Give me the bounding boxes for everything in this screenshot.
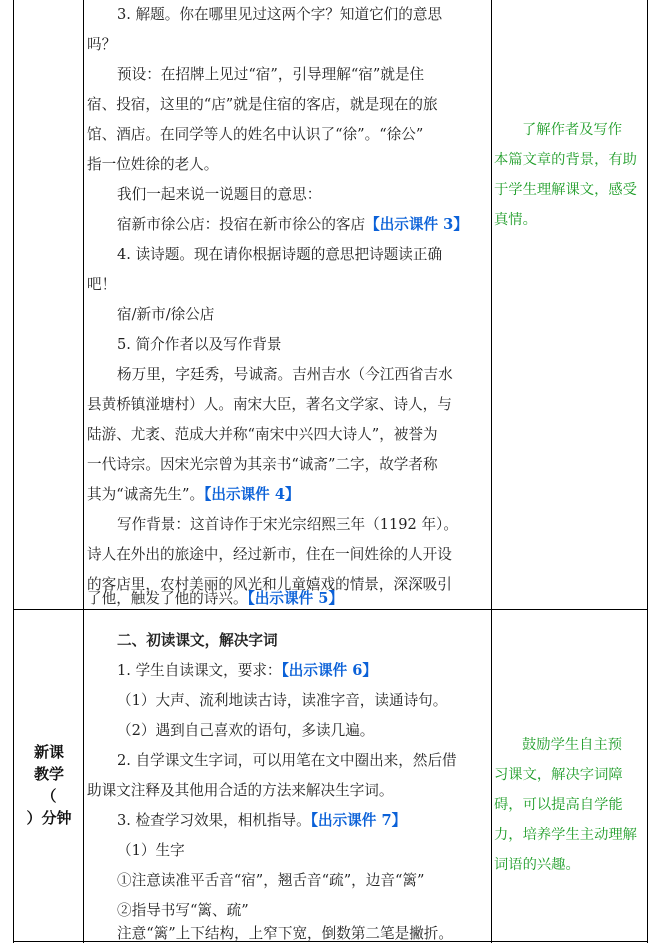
text-line: 诗人在外出的旅途中，经过新市，住在一间姓徐的人开设 [87, 546, 452, 563]
text-line: 馆、酒店。在同学等人的姓名中认识了“徐”。“徐公” [87, 126, 424, 143]
courseware-tag: 【出示课件 7】 [310, 812, 407, 829]
text-line: 我们一起来说一说题目的意思： [117, 186, 322, 203]
column-divider-1 [83, 0, 84, 943]
text-line: ②指导书写“篱、疏” [117, 902, 249, 919]
text-line: （1）生字 [117, 842, 185, 859]
text-line: （1）大声、流利地读古诗，读准字音，读通诗句。 [117, 692, 448, 709]
section-heading: 二、初读课文，解决字词 [117, 632, 278, 649]
text-line: ①注意读准平舌音“宿”，翘舌音“疏”，边音“篱” [117, 872, 425, 889]
note-line: 了解作者及写作 [522, 122, 623, 138]
design-note [494, 730, 646, 880]
note-line: 于学生理解课文，感受 [494, 182, 637, 198]
text-line: 3. 解题。你在哪里见过这两个字？知道它们的意思 [117, 6, 443, 23]
courseware-tag: 【出示课件 3】 [365, 216, 468, 233]
text-line: 4. 读诗题。现在请你根据诗题的意思把诗题读正确 [117, 246, 443, 263]
note-line: 碍，可以提高自学能 [494, 797, 623, 813]
text-line: 3. 检查学习效果，相机指导。【出示课件 7】 [117, 812, 407, 829]
text-line: 宿、投宿，这里的“店”就是住宿的客店，就是现在的旅 [87, 96, 438, 113]
text-line: 宿/新市/徐公店 [117, 306, 215, 323]
text-line: 5. 简介作者以及写作背景 [117, 336, 282, 353]
stage-label [16, 741, 82, 829]
note-line: 真情。 [494, 212, 537, 228]
courseware-tag: 【出示课件 6】 [281, 662, 378, 679]
stage-line: ）分钟 [26, 809, 72, 827]
text-line: 了他，触发了他的诗兴。【出示课件 5】 [87, 590, 344, 607]
text-line: 2. 自学课文生字词，可以用笔在文中圈出来，然后借 [117, 752, 457, 769]
text-line: 预设：在招牌上见过“宿”，引导理解“宿”就是住 [117, 66, 425, 83]
text-line: 吧！ [87, 276, 117, 293]
text-line: 县黄桥镇湴塘村）人。南宋大臣，著名文学家、诗人，与 [87, 396, 452, 413]
text-line: 助课文注释及其他用合适的方法来解决生字词。 [87, 782, 394, 799]
text-line: 宿新市徐公店：投宿在新市徐公的客店【出示课件 3】 [117, 216, 468, 233]
column-divider-2 [491, 0, 492, 943]
courseware-tag: 【出示课件 5】 [247, 590, 344, 607]
text-line: 吗？ [87, 36, 117, 53]
note-line: 习课文，解决字词障 [494, 767, 623, 783]
table-left-border [13, 0, 14, 943]
note-line: 词语的兴趣。 [494, 857, 580, 873]
text-line: 注意“篱”上下结构，上窄下宽，倒数第二笔是撇折。 [117, 925, 453, 942]
text-line: 1. 学生自读课文，要求：【出示课件 6】 [117, 662, 378, 679]
text-line: 写作背景：这首诗作于宋光宗绍熙三年（1192 年）。 [117, 516, 458, 533]
stage-line: （ [41, 787, 57, 805]
note-line: 力，培养学生主动理解 [494, 827, 637, 843]
table-right-border [647, 0, 648, 943]
text-line: （2）遇到自己喜欢的语句，多读几遍。 [117, 722, 375, 739]
text-line: 指一位姓徐的老人。 [87, 156, 219, 173]
text-line: 的客店里，农村美丽的风光和儿童嬉戏的情景，深深吸引 [87, 576, 452, 593]
text-line: 杨万里，字廷秀，号诚斋。吉州吉水（今江西省吉水 [117, 366, 453, 383]
note-line: 本篇文章的背景，有助 [494, 152, 637, 168]
stage-line: 新课 [33, 743, 64, 761]
stage-line: 教学 [33, 765, 64, 783]
design-note [494, 115, 646, 235]
text-line: 陆游、尤袤、范成大并称“南宋中兴四大诗人”，被誉为 [87, 426, 438, 443]
text-line: 其为“诚斋先生”。【出示课件 4】 [87, 486, 300, 503]
courseware-tag: 【出示课件 4】 [204, 486, 300, 503]
text-line: 一代诗宗。因宋光宗曾为其亲书“诚斋”二字，故学者称 [87, 456, 438, 473]
note-line: 鼓励学生自主预 [522, 737, 623, 753]
